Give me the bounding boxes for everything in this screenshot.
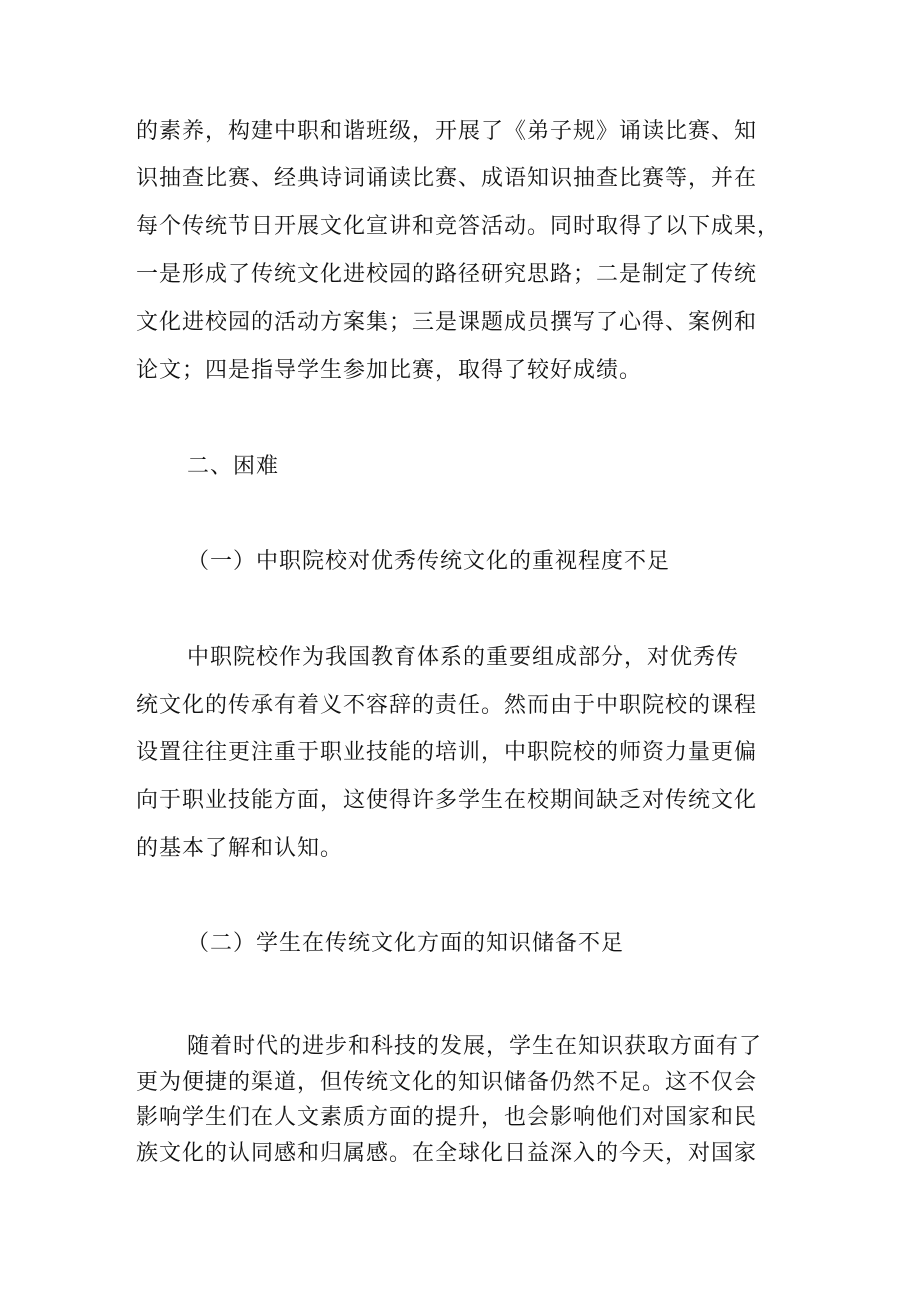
text-line: 向于职业技能方面，这使得许多学生在校期间缺乏对传统文化 — [136, 788, 758, 813]
text-line: 文化进校园的活动方案集；三是课题成员撰写了心得、案例和 — [136, 310, 758, 335]
text-line: 族文化的认同感和归属感。在全球化日益深入的今天，对国家 — [136, 1141, 758, 1166]
text-line: 的素养，构建中职和谐班级，开展了《弟子规》诵读比赛、知 — [136, 119, 758, 144]
subheading-knowledge-reserve: （二）学生在传统文化方面的知识储备不足 — [187, 931, 625, 956]
section-heading-difficulties: 二、困难 — [187, 454, 280, 479]
text-line: 一是形成了传统文化进校园的路径研究思路；二是制定了传统 — [136, 262, 758, 287]
text-line: 中职院校作为我国教育体系的重要组成部分，对优秀传 — [187, 645, 740, 670]
text-line: 随着时代的进步和科技的发展，学生在知识获取方面有了 — [187, 1034, 763, 1059]
text-line: 的基本了解和认知。 — [136, 836, 344, 861]
text-line: 识抽查比赛、经典诗词诵读比赛、成语知识抽查比赛等，并在 — [136, 166, 758, 191]
text-line: 每个传统节日开展文化宣讲和竞答活动。同时取得了以下成果， — [136, 214, 781, 239]
text-line: 统文化的传承有着义不容辞的责任。然而由于中职院校的课程 — [136, 693, 758, 718]
text-line: 论文；四是指导学生参加比赛，取得了较好成绩。 — [136, 358, 643, 383]
text-line: 影响学生们在人文素质方面的提升，也会影响他们对国家和民 — [136, 1105, 758, 1130]
text-line: 设置往往更注重于职业技能的培训，中职院校的师资力量更偏 — [136, 740, 758, 765]
text-line: 更为便捷的渠道，但传统文化的知识储备仍然不足。这不仅会 — [136, 1070, 758, 1095]
subheading-insufficient-attention: （一）中职院校对优秀传统文化的重视程度不足 — [187, 549, 671, 574]
